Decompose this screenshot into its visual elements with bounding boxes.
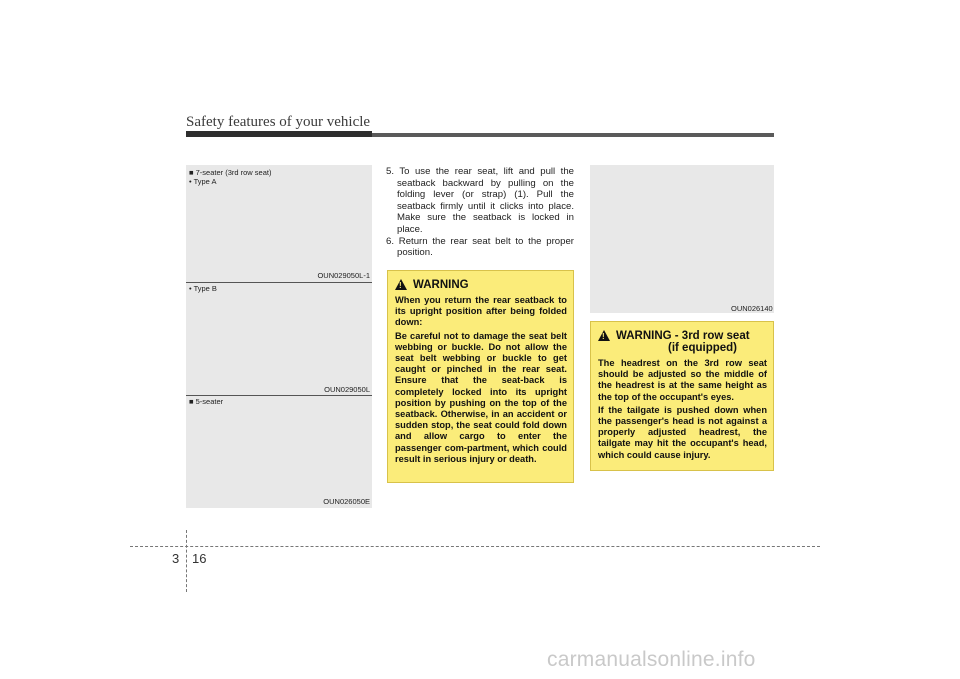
warning-paragraph: When you return the rear seatback to its upright position after being folded down: [395,295,567,328]
warning-subtitle: (if equipped) [668,342,737,354]
figure-code: OUN029050L [324,385,370,394]
footer-rule [130,546,820,547]
figure-code: OUN026140 [731,304,773,313]
step-6: 6. Return the rear seat belt to the proper position. [386,235,574,259]
warning-title: WARNING - 3rd row seat [616,330,750,342]
warning-paragraph: Be careful not to damage the seat belt webbing or buckle. Do not allow the seat belt webbing or buckle to get caught or pinched in the rear seat. Ensure that the seat-back is completely locked into its upright position by pushing on the top of the seatback. Otherwise, in an accident or sudden stop, the seat could fold down and allow cargo to enter the passenger com-partment, which could result in serious injury or death. [395,330,567,464]
footer-divider [186,530,187,592]
page-number: 16 [192,551,207,566]
header-rule-accent [186,131,372,137]
step-5: 5. To use the rear seat, lift and pull the seatback backward by pulling on the folding lever (or strap) (1). Pull the seatback firmly until it clicks into place. Make sure the seatback is locked in place. [386,166,574,235]
figure-7-seater-type-a [186,165,372,282]
instruction-steps [386,166,574,259]
warning-triangle-icon [598,330,610,341]
figure-3rd-row-headrest [590,165,774,313]
figure-code: OUN029050L-1 [317,271,370,280]
figure-type-label: • Type A [189,177,217,186]
figure-5-seater [186,395,372,508]
figure-7-seater-type-b [186,282,372,396]
figure-code: OUN026050E [323,497,370,506]
warning-paragraph: The headrest on the 3rd row seat should be adjusted so the middle of the headrest is at the same height as the top of the occupant's eyes. [598,358,767,402]
figure-section-label: ■ 7-seater (3rd row seat) [189,168,272,177]
chapter-number: 3 [172,551,180,566]
warning-triangle-icon [395,279,407,290]
warning-box-3rd-row [590,321,774,471]
figure-type-label: • Type B [189,284,217,293]
warning-paragraph: If the tailgate is pushed down when the passenger's head is not against a properly adjusted headrest, the tailgate may hit the occupant's head, which could cause injury. [598,404,767,460]
page-header-title: Safety features of your vehicle [186,114,371,130]
watermark: carmanualsonline.info [547,648,756,671]
figure-section-label: ■ 5-seater [189,397,224,406]
warning-title: WARNING [413,279,469,291]
warning-box-seatback [387,270,574,483]
